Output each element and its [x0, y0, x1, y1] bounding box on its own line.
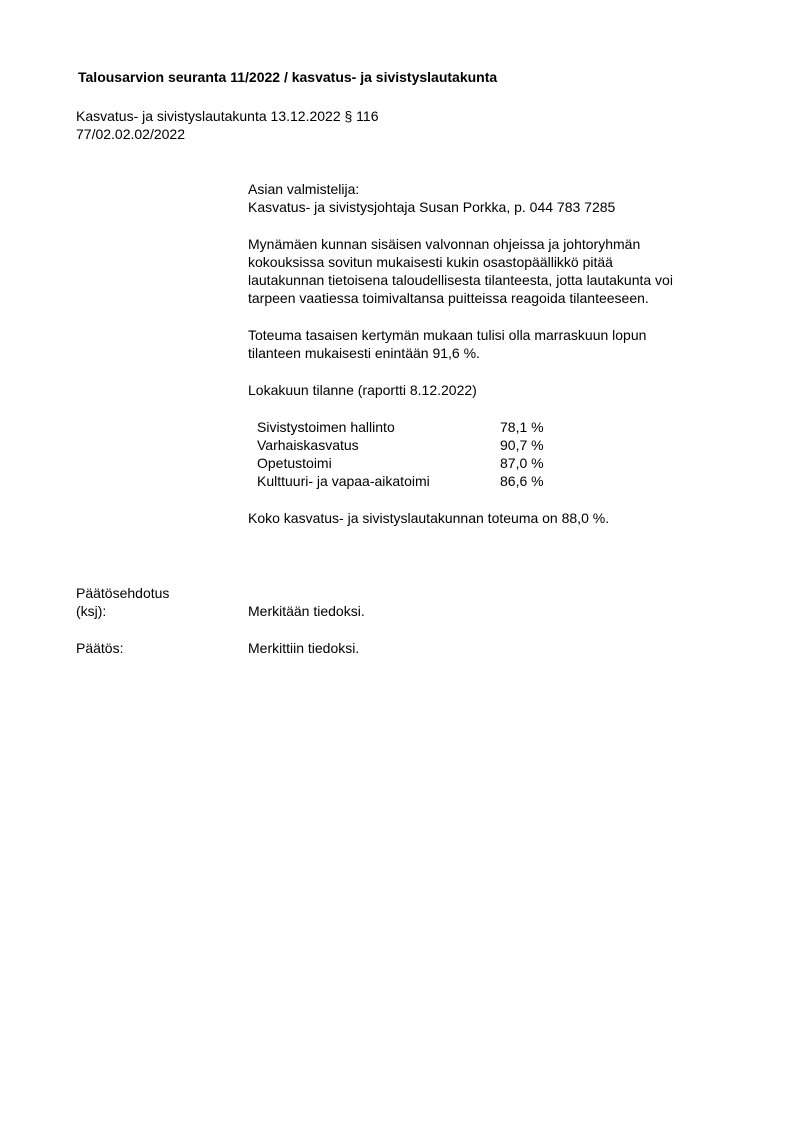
proposal-label-suffix: (ksj):: [76, 603, 107, 619]
proposal-row-label: [76, 584, 756, 602]
decision-section: [76, 584, 756, 657]
stats-row: [257, 454, 748, 472]
stats-row: [257, 472, 748, 490]
total-summary: Koko kasvatus- ja sivistyslautakunnan toteuma on 88,0 %.: [248, 510, 610, 526]
status-heading: Lokakuun tilanne (raportti 8.12.2022): [248, 382, 477, 398]
paragraph-line: kokouksissa sovitun mukaisesti kukin osastopäällikkö pitää: [248, 254, 613, 270]
decision-text: Merkittiin tiedoksi.: [248, 640, 360, 656]
preparer-label: Asian valmistelija:: [248, 181, 360, 197]
meeting-line: Kasvatus- ja sivistyslautakunta 13.12.2022 § 116: [76, 108, 379, 124]
stats-row: [257, 418, 748, 436]
stats-name: Varhaiskasvatus: [257, 437, 359, 453]
stats-value: 87,0 %: [500, 455, 544, 471]
stats-value: 90,7 %: [500, 437, 544, 453]
record-number: 77/02.02.02/2022: [76, 126, 185, 142]
paragraph-line: tilanteen mukaisesti enintään 91,6 %.: [248, 345, 480, 361]
document-title: Talousarvion seuranta 11/2022 / kasvatus- ja sivistyslautakunta: [78, 69, 498, 85]
stats-table: [257, 418, 748, 490]
stats-name: Sivistystoimen hallinto: [257, 419, 395, 435]
stats-value: 86,6 %: [500, 473, 544, 489]
proposal-label: Päätösehdotus: [76, 585, 170, 601]
paragraph-control: [248, 235, 748, 307]
case-body: [248, 180, 748, 527]
paragraph-target: [248, 326, 748, 362]
meeting-reference: [76, 107, 378, 143]
paragraph-line: Mynämäen kunnan sisäisen valvonnan ohjeissa ja johtoryhmän: [248, 236, 641, 252]
stats-name: Kulttuuri- ja vapaa-aikatoimi: [257, 473, 430, 489]
stats-name: Opetustoimi: [257, 455, 332, 471]
paragraph-line: tarpeen vaatiessa toimivaltansa puitteissa reagoida tilanteeseen.: [248, 290, 649, 306]
decision-label: Päätös:: [76, 640, 124, 656]
stats-row: [257, 436, 748, 454]
proposal-row: [76, 602, 756, 620]
stats-value: 78,1 %: [500, 419, 544, 435]
proposal-text: Merkitään tiedoksi.: [248, 603, 365, 619]
decision-row: [76, 639, 756, 657]
paragraph-line: lautakunnan tietoisena taloudellisesta tilanteesta, jotta lautakunta voi: [248, 272, 673, 288]
paragraph-line: Toteuma tasaisen kertymän mukaan tulisi olla marraskuun lopun: [248, 327, 647, 343]
preparer-name: Kasvatus- ja sivistysjohtaja Susan Porkka, p. 044 783 7285: [248, 199, 616, 215]
